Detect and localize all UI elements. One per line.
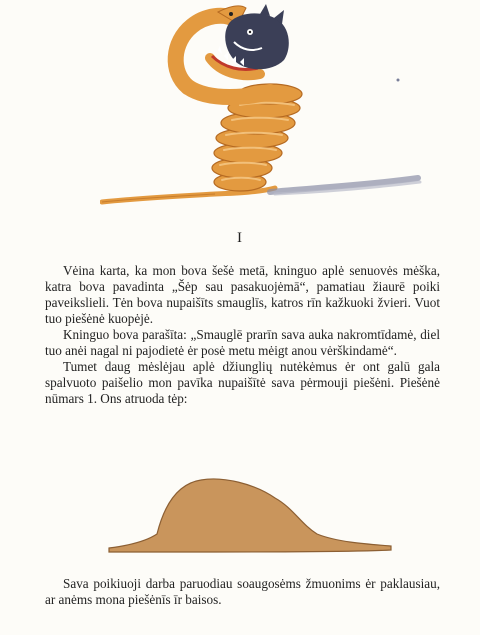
body-text: [45, 263, 440, 407]
drawing-number-one-illustration: [105, 470, 395, 560]
paragraph: Vėina karta, ka mon bova šešė metā, kninguo aplė senuovės mėška, katra bova pavadinta „Šėp sau pasakuojėmā“, pamatiau žiaurē poiki paveikslieli. Tėn bova nupaišīts smauglīs, katros rīn kažkuoki žvieri. Vuot tuo piešėnė kuopėjė.: [45, 263, 440, 326]
paragraph: Kninguo bova parašīta: „Smauglē prarīn sava auka nakromtīdamė, diel tuo anėi nagal ni pajodietė ėr posė metu mėigt anou vėrškindamė“.: [45, 327, 440, 358]
boa-swallowing-beast-illustration: [100, 2, 430, 207]
paragraph: Sava poikiuoji darba paruodiau soaugosėms žmuonims ėr paklausiau, ar anėms mona piešėnīs īr baisos.: [45, 576, 440, 607]
closing-text: [45, 576, 440, 608]
paragraph: Tumet daug mėslėjau aplė džiunglių nutėkėmus ėr ont galū gala spalvuoto paišelio mon pavīka nupaišītė sava pėrmouji piešėni. Piešėnė nūmars 1. Ons atruoda tėp:: [45, 359, 440, 406]
chapter-number: I: [237, 230, 243, 246]
